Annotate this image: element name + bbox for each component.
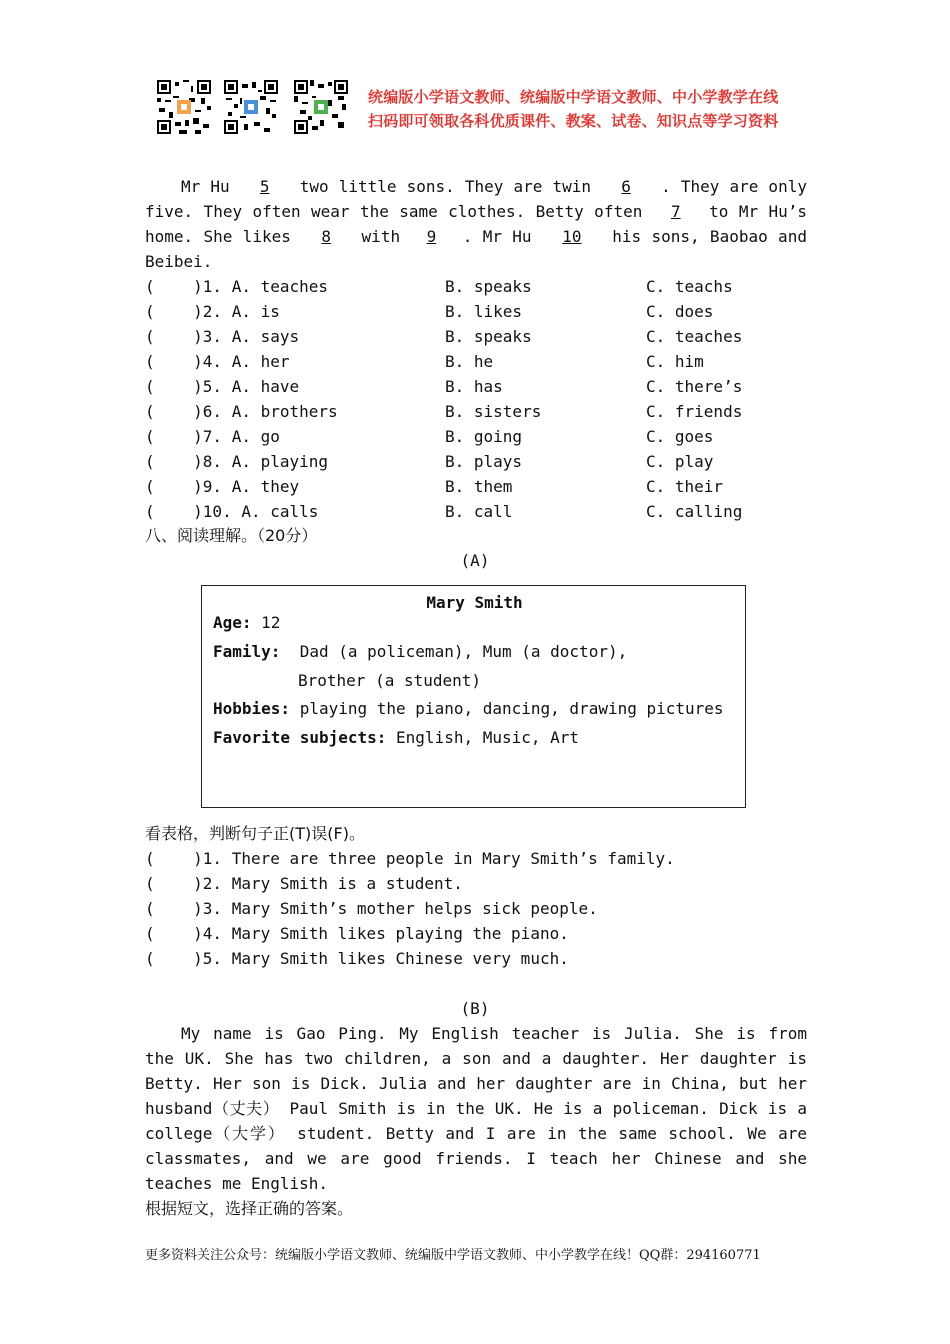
blank-5: 5 <box>259 177 270 196</box>
profile-age: Age: 12 <box>213 613 281 632</box>
blank-9: 9 <box>426 227 437 246</box>
header-promo-line-1: 统编版小学语文教师、统编版中学语文教师、中小学教学在线 <box>368 88 779 106</box>
list-item: ( )1. There are three people in Mary Smith’s family. <box>145 849 675 868</box>
profile-family: Family: Dad (a policeman), Mum (a doctor), <box>213 642 628 661</box>
qr-code-icon <box>224 80 278 134</box>
part-b-label: (B) <box>460 999 490 1018</box>
qr-code-icon <box>157 80 211 134</box>
list-item: ( )9. A. they B. them C. their <box>145 477 724 496</box>
list-item: ( )2. Mary Smith is a student. <box>145 874 463 893</box>
blank-6: 6 <box>621 177 631 196</box>
list-item: ( )5. A. have B. has C. there’s <box>145 377 743 396</box>
list-item: ( )4. Mary Smith likes playing the piano. <box>145 924 569 943</box>
footer-note: 更多资料关注公众号：统编版小学语文教师、统编版中学语文教师、中小学教学在线！QQ群：294160771 <box>145 1248 761 1263</box>
list-item: ( )2. A. is B. likes C. does <box>145 302 714 321</box>
list-item: ( )4. A. her B. he C. him <box>145 352 704 371</box>
part-a-label: (A) <box>460 551 490 570</box>
profile-card <box>201 585 746 808</box>
profile-family-cont: Brother (a student) <box>298 671 482 690</box>
section-title: 八、阅读理解。（20分） <box>145 526 318 545</box>
blank-8: 8 <box>321 227 332 246</box>
cloze-passage: Mr Hu 5 two little sons. They are twin 6 . They are only five. They often wear the same clothes. Betty often 7 to Mr Hu’s home. She likes 8 with 9 . Mr Hu 10 his sons, Baobao and Beibei. <box>145 174 807 274</box>
header-promo-line-2: 扫码即可领取各科优质课件、教案、试卷、知识点等学习资料 <box>368 112 779 130</box>
list-item: ( )3. Mary Smith’s mother helps sick people. <box>145 899 598 918</box>
list-item: ( )10. A. calls B. call C. calling <box>145 502 743 521</box>
qr-code-icon <box>294 80 348 134</box>
list-item: ( )6. A. brothers B. sisters C. friends <box>145 402 743 421</box>
partb-instruction: 根据短文，选择正确的答案。 <box>145 1199 354 1218</box>
list-item: ( )1. A. teaches B. speaks C. teachs <box>145 277 733 296</box>
tf-instruction: 看表格，判断句子正(T)误(F)。 <box>145 824 365 843</box>
reading-passage-b: My name is Gao Ping. My English teacher is Julia. She is from the UK. She has two children, a son and a daughter. Her daughter is Betty. Her son is Dick. Julia and her daughter are in China, but her husband（丈夫） Paul Smith is in the UK. He is a policeman. Dick is a college（大学） student. Betty and I are in the same school. We are classmates, and we are good friends. I teach her Chinese and she teaches me English. <box>145 1024 807 1193</box>
profile-name: Mary Smith <box>426 593 523 612</box>
list-item: ( )8. A. playing B. plays C. play <box>145 452 714 471</box>
list-item: ( )7. A. go B. going C. goes <box>145 427 714 446</box>
list-item: ( )5. Mary Smith likes Chinese very much. <box>145 949 569 968</box>
profile-hobbies: Hobbies: playing the piano, dancing, drawing pictures <box>213 699 724 718</box>
list-item: ( )3. A. says B. speaks C. teaches <box>145 327 743 346</box>
blank-7: 7 <box>670 202 681 221</box>
profile-subjects: Favorite subjects: English, Music, Art <box>213 728 580 747</box>
blank-10: 10 <box>562 227 582 246</box>
